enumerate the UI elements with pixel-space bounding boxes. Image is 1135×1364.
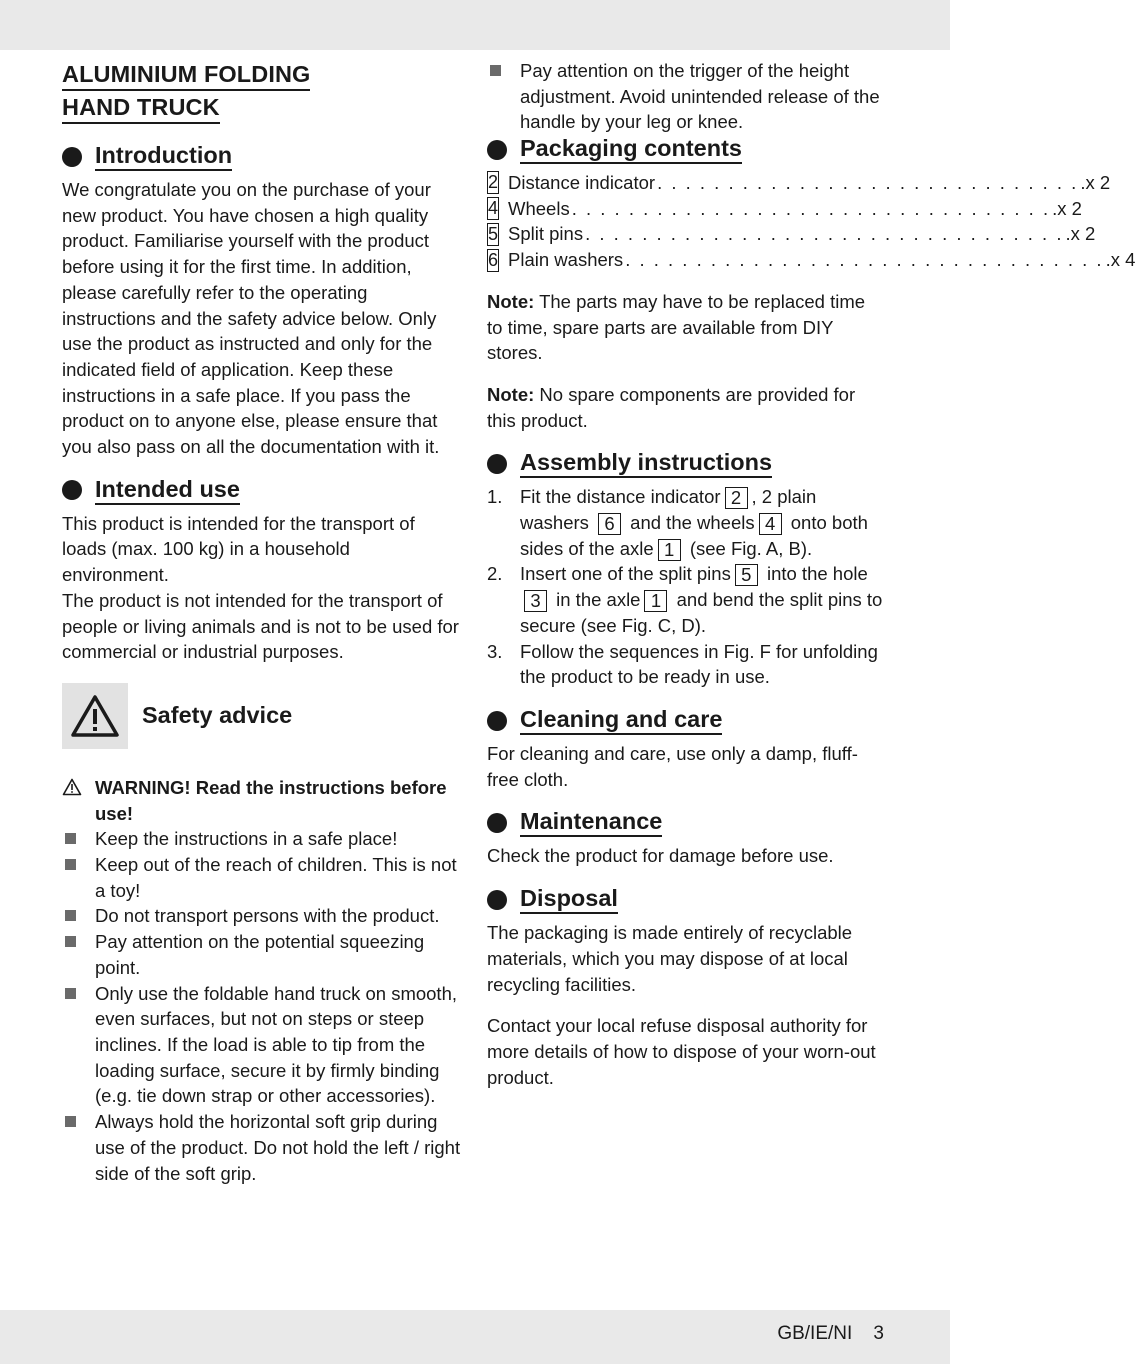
square-bullet-icon (65, 833, 76, 844)
packaging-item: 6 Plain washers . . . . . . . . . . . . . . . . . . . . . . . . . . . . . . . . . . .x 4 (487, 247, 885, 273)
maintenance-heading: Maintenance (487, 808, 885, 837)
list-item: Keep out of the reach of children. This is not a toy! (62, 852, 462, 903)
introduction-heading: Introduction (62, 142, 462, 171)
list-item: Pay attention on the potential squeezing point. (62, 929, 462, 980)
warning-statement: WARNING! Read the instructions before use! (62, 775, 462, 826)
part-number-box: 2 (725, 487, 748, 509)
part-number-box: 4 (488, 198, 499, 219)
page-footer (777, 1322, 884, 1346)
footer-language: GB/IE/NI (777, 1323, 853, 1344)
square-bullet-icon (65, 859, 76, 870)
disposal-section (487, 885, 885, 1090)
right-column (487, 58, 1135, 1106)
intended-use-text-1: This product is intended for the transport of loads (max. 100 kg) in a household environment. (62, 512, 415, 586)
cleaning-heading: Cleaning and care (487, 706, 885, 735)
part-number-box: 6 (598, 513, 621, 535)
packaging-item: 2 Distance indicator . . . . . . . . . . . . . . . . . . . . . . . . . . . . . . .x 2 (487, 170, 885, 196)
dot-leader: . . . . . . . . . . . . . . . . . . . . . . . . . . . . . . . . . . (571, 197, 1051, 219)
disposal-heading: Disposal (487, 885, 885, 914)
part-number-box: 2 (488, 172, 499, 193)
packaging-note-2: Note: No spare components are provided for this product. (487, 383, 856, 431)
intended-use-text-2: The product is not intended for the transport of people or living animals and is not to be used for commercial or industrial purposes. (62, 589, 459, 663)
safety-list-continued (487, 58, 885, 135)
cleaning-text: For cleaning and care, use only a damp, fluff-free cloth. (487, 743, 858, 790)
disposal-text-2: Contact your local refuse disposal authority for more details of how to dispose of your worn-out product. (487, 1015, 876, 1088)
dot-leader: . . . . . . . . . . . . . . . . . . . . . . . . . . . . . . . . . . (585, 223, 1064, 245)
assembly-heading: Assembly instructions (487, 449, 885, 478)
page-number: 3 (873, 1323, 884, 1344)
assembly-step: 3. Follow the sequences in Fig. F for unfolding the product to be ready in use. (487, 640, 878, 688)
left-column (62, 58, 462, 1186)
disposal-text-1: The packaging is made entirely of recyclable materials, which you may dispose of at local recycling facilities. (487, 922, 853, 995)
bullet-dot-icon (62, 480, 82, 500)
safety-advice-header (62, 683, 462, 749)
packaging-item: 5 Split pins . . . . . . . . . . . . . . . . . . . . . . . . . . . . . . . . . . .x 2 (487, 221, 885, 247)
assembly-step: 1. Fit the distance indicator 2 , 2 plain washers 6 and the wheels 4 onto both sides of the axle 1 (see Fig. A, B). (487, 486, 868, 560)
part-number-box: 1 (658, 539, 681, 561)
introduction-section (62, 142, 462, 460)
list-item: Do not transport persons with the product. (62, 903, 462, 929)
page-header-band (0, 0, 950, 50)
part-number-box: 6 (488, 249, 499, 270)
square-bullet-icon (65, 910, 76, 921)
bullet-dot-icon (487, 890, 507, 910)
packaging-section (487, 135, 1135, 273)
packaging-heading: Packaging contents (487, 135, 885, 164)
bullet-dot-icon (487, 711, 507, 731)
document-title: ALUMINIUM FOLDING HAND TRUCK (62, 58, 462, 124)
part-number-box: 5 (488, 223, 499, 244)
list-item: Always hold the horizontal soft grip during use of the product. Do not hold the left / right side of the soft grip. (62, 1109, 462, 1186)
intended-use-section (62, 476, 462, 665)
part-number-box: 5 (735, 564, 758, 586)
part-number-box: 1 (644, 590, 667, 612)
introduction-text: We congratulate you on the purchase of your new product. You have chosen a high quality product. Familiarise yourself with the product before using it for the first time. In addition, please carefully refer to the operating instructions and the safety advice below. Only use the product as instructed and only for the indicated field of application. Keep these instructions in a safe place. If you pass the product on to anyone else, please ensure that you also pass on all the documentation with it. (62, 179, 440, 458)
warning-small-icon (62, 777, 82, 803)
square-bullet-icon (65, 1116, 76, 1127)
bullet-dot-icon (487, 813, 507, 833)
assembly-section (487, 449, 885, 690)
list-item: Pay attention on the trigger of the height adjustment. Avoid unintended release of the handle by your leg or knee. (487, 58, 885, 135)
cleaning-section (487, 706, 885, 792)
square-bullet-icon (65, 988, 76, 999)
part-number-box: 4 (759, 513, 782, 535)
list-item: Only use the foldable hand truck on smooth, even surfaces, but not on steps or steep inclines. If the load is able to tip from the loading surface, secure it by firmly binding (e.g. tie down strap or other accessories). (62, 981, 462, 1110)
bullet-dot-icon (62, 147, 82, 167)
list-item: Keep the instructions in a safe place! (62, 826, 462, 852)
square-bullet-icon (490, 65, 501, 76)
packaging-item: 4 Wheels . . . . . . . . . . . . . . . . . . . . . . . . . . . . . . . . . . .x 2 (487, 196, 885, 222)
bullet-dot-icon (487, 454, 507, 474)
assembly-step: 2. Insert one of the split pins 5 into the hole 3 in the axle 1 and bend the split pins to secure (see Fig. C, D). (487, 563, 883, 636)
dot-leader: . . . . . . . . . . . . . . . . . . . . . . . . . . . . . . . . . . (625, 249, 1104, 271)
safety-advice-heading: Safety advice (142, 702, 293, 729)
bullet-dot-icon (487, 140, 507, 160)
packaging-note-1: Note: The parts may have to be replaced time to time, spare parts are available from DIY stores. (487, 290, 866, 364)
part-number-box: 3 (524, 590, 547, 612)
maintenance-text: Check the product for damage before use. (487, 845, 834, 867)
warning-triangle-icon (62, 683, 128, 749)
intended-use-heading: Intended use (62, 476, 462, 505)
assembly-steps (487, 484, 885, 690)
safety-list (62, 826, 462, 1186)
dot-leader: . . . . . . . . . . . . . . . . . . . . . . . . . . . . . . (657, 172, 1079, 194)
square-bullet-icon (65, 936, 76, 947)
maintenance-section (487, 808, 885, 869)
